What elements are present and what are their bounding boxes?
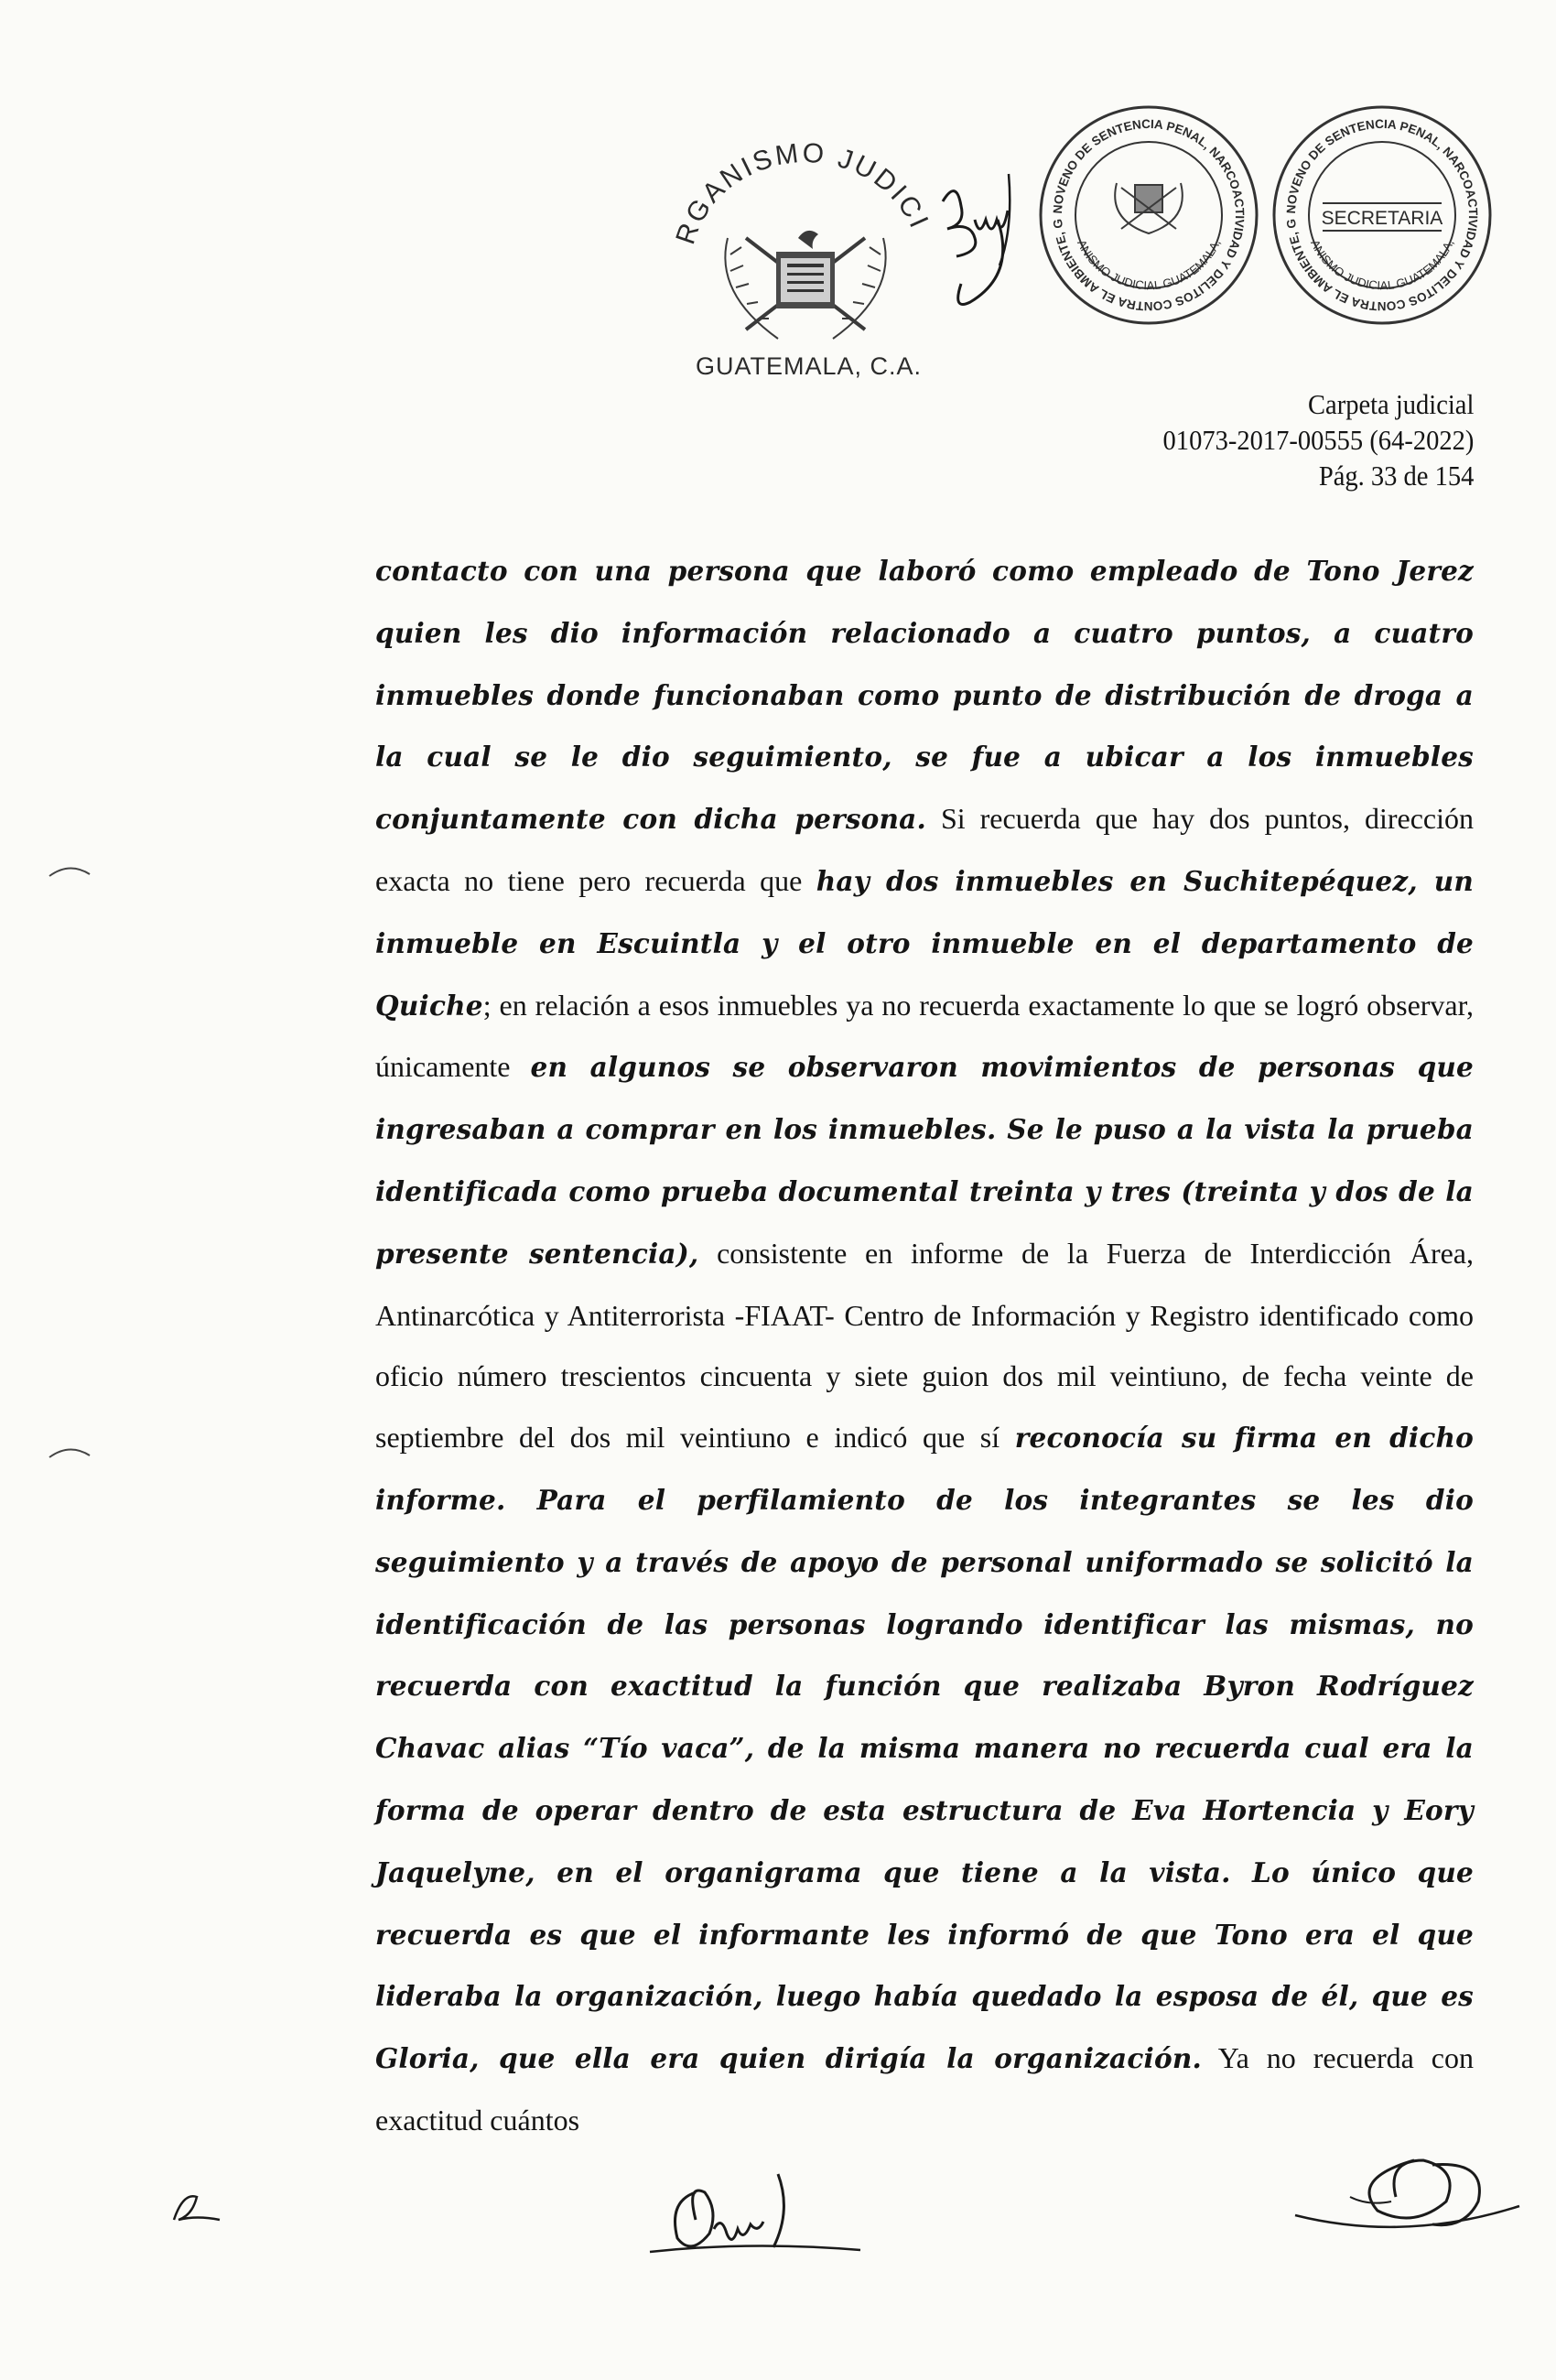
stamp2-ring-text: NOVENO DE SENTENCIA PENAL, NARCOACTIVIDAD Y DELITOS CONTRA EL AMBIENTE, G <box>1283 116 1481 314</box>
regular-run: ; en relación a esos inmuebles ya no recuerda exactamente lo que se logró observar, únicamente <box>375 988 1474 1084</box>
bold-italic-run: reconocía su firma en dicho informe. Para el perfilamiento de los integrantes se les dio seguimiento y a través de apoyo de personal uniformado se solicitó la identificación de las personas logrando identificar las mismas, no recuerda con exactitud la función que realizaba Byron Rodríguez Chavac alias “Tío vaca”, de la misma manera no recuerda cual era la forma de operar dentro de esta estructura de Eva Hortencia y Eory Jaquelyne, en el organigrama que tiene a la vista. Lo único que recuerda es que el informante les informó de que Tono era el que lideraba la organización, luego había quedado la esposa de él, que es Gloria, que ella era quien dirigía la organización. <box>375 1422 1475 2075</box>
stamp2-center-text: SECRETARIA <box>1321 208 1443 229</box>
stamp1-ring-text: NOVENO DE SENTENCIA PENAL, NARCOACTIVIDAD Y DELITOS CONTRA EL AMBIENTE, G <box>1050 116 1248 314</box>
bold-italic-run: hay dos inmuebles en Suchitepéquez, un inmueble en Escuintla y el otro inmueble en el departamento de Quiche <box>375 864 1474 1022</box>
tribunal-stamp-left <box>1034 101 1263 330</box>
regular-run: consistente en informe de la Fuerza de Interdicción Área, Antinarcótica y Antiterrorista -FIAAT- Centro de Información y Registro identificado como oficio número trescientos cincuenta y siete guion dos mil veintiuno, de fecha veinte de septiembre del dos mil veintiuno e indicó que sí <box>375 1236 1475 1455</box>
svg-text:ORGANISMO JUDICIAL <box>641 101 935 248</box>
bold-italic-run: en algunos se observaron movimientos de personas que ingresaban a comprar en los inmuebles. Se le puso a la vista la prueba identificada como prueba documental treinta y tres (treinta y dos de la presente sentencia), <box>375 1051 1475 1270</box>
tribunal-stamp-secretaria <box>1268 101 1497 330</box>
emblem-arc-text: RGANISMO JUDICI <box>670 137 935 249</box>
case-reference <box>1162 386 1474 493</box>
margin-mark <box>48 1446 92 1459</box>
handwritten-signature-top <box>924 165 1025 320</box>
initial-mark-bottom-left <box>165 2183 229 2229</box>
organismo-judicial-emblem <box>641 101 970 375</box>
carpeta-label: Carpeta judicial <box>1307 388 1474 420</box>
regular-run: Ya no recuerda con exactitud cuántos <box>375 2041 1474 2137</box>
stamp1-bottom-text: ANISMO JUDICIAL GUATEMALA, <box>1075 237 1224 293</box>
stamp2-bottom-text: ANISMO JUDICIAL GUATEMALA, <box>1308 237 1457 293</box>
emblem-country-text: GUATEMALA, C.A. <box>696 352 923 380</box>
bold-italic-run: contacto con una persona que laboró como empleado de Tono Jerez quien les dio información relacionado a cuatro puntos, a cuatro inmuebles donde funcionaban como punto de distribución de droga a la cual se le dio seguimiento, se fue a ubicar a los inmuebles conjuntamente con dicha persona. <box>375 555 1474 836</box>
margin-mark <box>48 865 92 878</box>
carpeta-number: 01073-2017-00555 (64-2022) <box>1162 424 1474 456</box>
page-number: Pág. 33 de 154 <box>1318 460 1474 492</box>
handwritten-signature-bottom-right <box>1286 2142 1524 2243</box>
regular-run: Si recuerda que hay dos puntos, dirección exacta no tiene pero recuerda que <box>375 802 1474 897</box>
document-body <box>375 540 1474 2151</box>
handwritten-signature-bottom-center <box>641 2165 870 2270</box>
